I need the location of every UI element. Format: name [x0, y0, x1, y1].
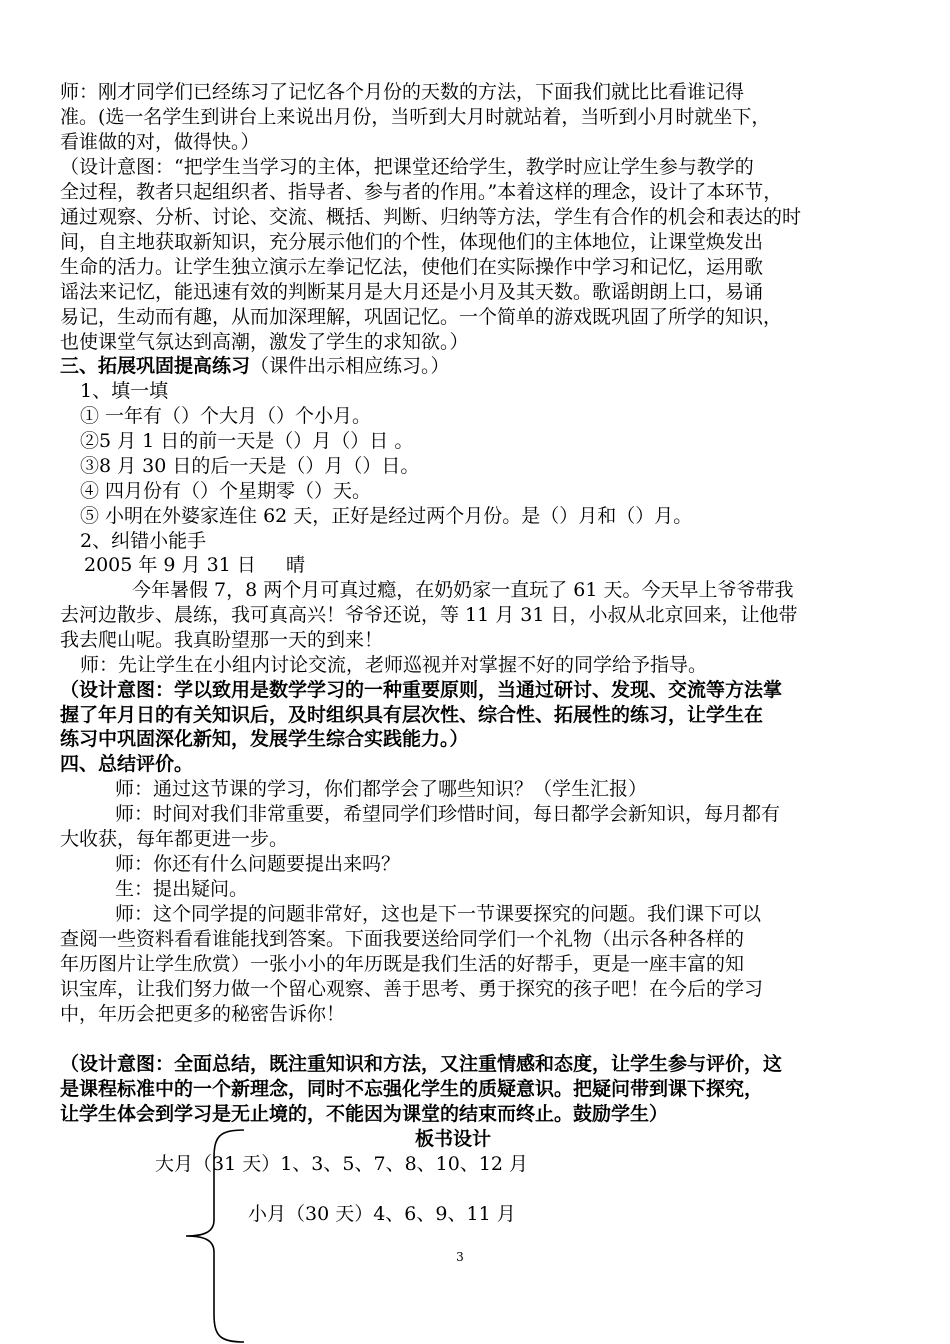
board-big-month: 大月（31 天）1、3、5、7、8、10、12 月: [155, 1153, 529, 1175]
fill-item: ③8 月 30 日的后一天是（）月（）日。: [80, 455, 420, 477]
board-title: 板书设计: [415, 1128, 492, 1150]
diary-line: 今年暑假 7，8 两个月可真过瘾，在奶奶家一直玩了 61 天。今天早上爷爷带我: [132, 579, 794, 601]
paragraph-line: （设计意图：“把学生当学习的主体，把课堂还给学生，教学时应让学生参与教学的: [60, 156, 754, 178]
paragraph-line: 生命的活力。让学生独立演示左拳记忆法，使他们在实际操作中学习和记忆，运用歌: [60, 256, 764, 278]
paragraph-line: 准。(选一名学生到讲台上来说出月份，当听到大月时就站着，当听到小月时就坐下，: [60, 106, 771, 128]
page-number: 3: [456, 1250, 464, 1264]
paragraph-line: 看谁做的对，做得快。）: [60, 131, 260, 153]
curly-brace-icon: [180, 1128, 250, 1344]
section-3-heading: 三、拓展巩固提高练习: [60, 355, 251, 377]
summary-line: 师：这个同学提的问题非常好，这也是下一节课要探究的问题。我们课下可以: [115, 903, 762, 925]
fill-item: ④ 四月份有（）个星期零（）天。: [80, 480, 372, 502]
design-intent-line: （设计意图：全面总结，既注重知识和方法，又注重情感和态度，让学生参与评价，这: [60, 1053, 783, 1075]
summary-line: 大收获，每年都更进一步。: [60, 828, 289, 850]
fill-title: 1、填一填: [80, 380, 169, 402]
paragraph-line: 谣法来记忆，能迅速有效的判断某月是大月还是小月及其天数。歌谣朗朗上口，易诵: [60, 281, 764, 303]
fill-item: ②5 月 1 日的前一天是（）月（）日 。: [80, 430, 414, 452]
board-small-month: 小月（30 天）4、6、9、11 月: [248, 1203, 516, 1225]
diary-line: 我去爬山呢。我真盼望那一天的到来！: [60, 629, 384, 651]
correct-title: 2、纠错小能手: [80, 530, 207, 552]
design-intent-line: （设计意图：学以致用是数学学习的一种重要原则，当通过研讨、发现、交流等方法掌: [60, 679, 783, 701]
diary-date: 2005 年 9 月 31 日 晴: [84, 554, 306, 576]
design-intent-line: 让学生体会到学习是无止境的，不能因为课堂的结束而终止。鼓励学生）: [60, 1103, 669, 1125]
summary-line: 中，年历会把更多的秘密告诉你！: [60, 1003, 346, 1025]
summary-line: 师：你还有什么问题要提出来吗？: [115, 853, 401, 875]
paragraph-line: 全过程，教者只起组织者、指导者、参与者的作用。”本着这样的理念，设计了本环节，: [60, 181, 783, 203]
summary-line: 生：提出疑问。: [115, 878, 249, 900]
section-3-note: （课件出示相应练习。）: [250, 355, 450, 377]
design-intent-line: 练习中巩固深化新知，发展学生综合实践能力。）: [60, 728, 469, 750]
summary-line: 识宝库，让我们努力做一个留心观察、善于思考、勇于探究的孩子吧！在今后的学习: [60, 978, 764, 1000]
design-intent-line: 握了年月日的有关知识后，及时组织具有层次性、综合性、拓展性的练习，让学生在: [60, 704, 764, 726]
paragraph-line: 也使课堂气氛达到高潮，激发了学生的求知欲。）: [60, 331, 469, 353]
section-4-heading: 四、总结评价。: [60, 753, 194, 775]
paragraph-line: 间，自主地获取新知识，充分展示他们的个性，体现他们的主体地位，让课堂焕发出: [60, 231, 764, 253]
fill-item: ⑤ 小明在外婆家连住 62 天，正好是经过两个月份。是（）月和（）月。: [80, 505, 693, 527]
paragraph-line: 师：刚才同学们已经练习了记忆各个月份的天数的方法，下面我们就比比看谁记得: [60, 81, 745, 103]
paragraph-line: 易记，生动而有趣，从而加深理解，巩固记忆。一个简单的游戏既巩固了所学的知识，: [60, 306, 783, 328]
summary-line: 年历图片让学生欣赏）一张小小的年历既是我们生活的好帮手，更是一座丰富的知: [60, 953, 745, 975]
diary-line: 去河边散步、晨练，我可真高兴！爷爷还说，等 11 月 31 日，小叔从北京回来，让他带: [60, 604, 798, 626]
teacher-line: 师：先让学生在小组内讨论交流，老师巡视并对掌握不好的同学给予指导。: [80, 654, 708, 676]
paragraph-line: 通过观察、分析、讨论、交流、概括、判断、归纳等方法，学生有合作的机会和表达的时: [60, 206, 802, 228]
summary-line: 查阅一些资料看看谁能找到答案。下面我要送给同学们一个礼物（出示各种各样的: [60, 928, 745, 950]
fill-item: ① 一年有（）个大月（）个小月。: [80, 405, 372, 427]
summary-line: 师：通过这节课的学习，你们都学会了哪些知识？（学生汇报）: [115, 778, 648, 800]
section-3-heading-line: [60, 354, 890, 378]
summary-line: 师：时间对我们非常重要，希望同学们珍惜时间，每日都学会新知识，每月都有: [115, 803, 781, 825]
design-intent-line: 是课程标准中的一个新理念，同时不忘强化学生的质疑意识。把疑问带到课下探究，: [60, 1078, 764, 1100]
